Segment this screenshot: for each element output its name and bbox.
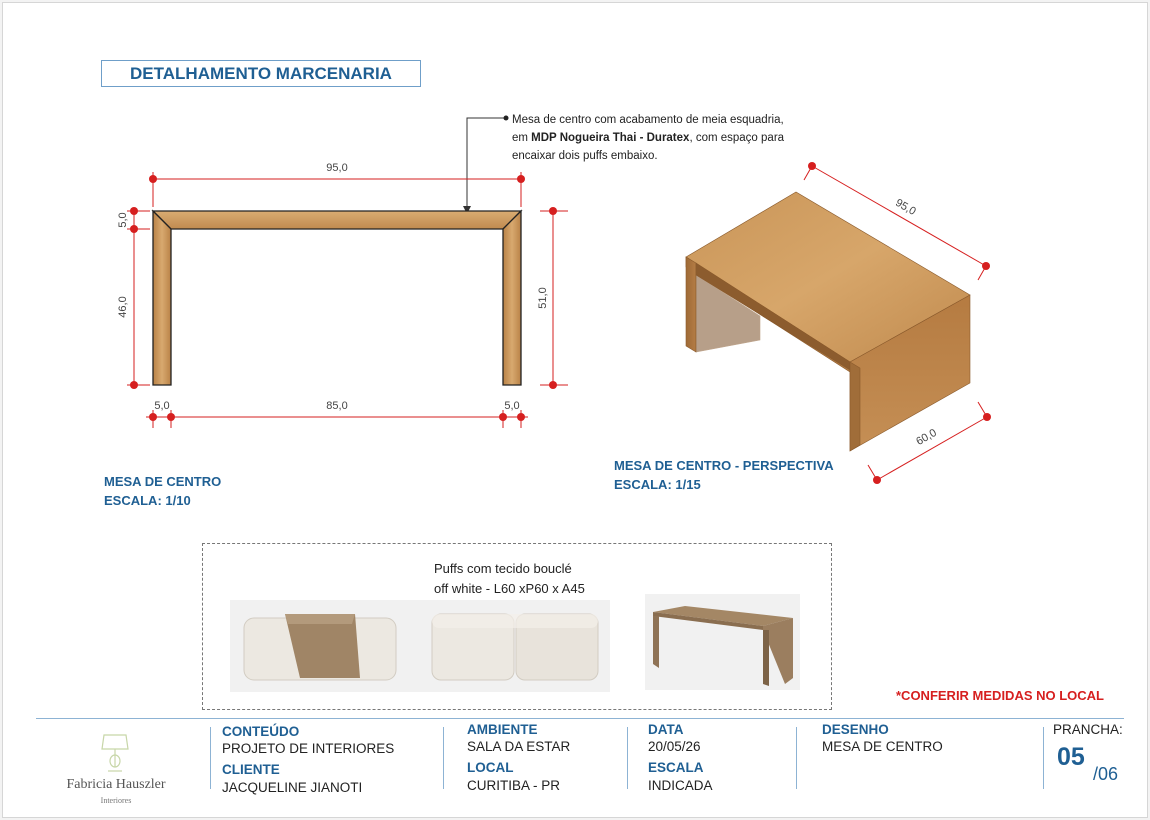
escala-value: INDICADA	[648, 778, 713, 793]
logo-name: Fabricia Hauszler	[66, 777, 166, 792]
ambiente-value: SALA DA ESTAR	[467, 739, 571, 754]
conteudo-label: CONTEÚDO	[222, 724, 300, 739]
dim-length-label: 95,0	[893, 196, 918, 218]
sheet-title: DETALHAMENTO MARCENARIA	[101, 60, 421, 87]
desenho-value: MESA DE CENTRO	[822, 739, 943, 754]
note-line-1: Mesa de centro com acabamento de meia esquadria,	[512, 114, 784, 126]
footer-separator-3	[627, 727, 628, 789]
dim-inner-label: 85,0	[326, 400, 348, 412]
lamp-logo-icon	[98, 733, 132, 773]
footer-separator-1	[210, 727, 211, 789]
dim-total-height-label: 51,0	[537, 287, 549, 309]
puffs-caption: Puffs com tecido bouclé off white - L60 xP60 x A45	[434, 561, 585, 596]
cliente-label: CLIENTE	[222, 762, 280, 777]
local-label: LOCAL	[467, 760, 514, 775]
footer-divider	[36, 718, 1124, 719]
data-value: 20/05/26	[648, 739, 701, 754]
data-label: DATA	[648, 722, 684, 737]
footer-separator-5	[1043, 727, 1044, 789]
cliente-value: JACQUELINE JIANOTI	[222, 780, 363, 795]
prancha-total: /06	[1093, 764, 1119, 784]
dim-leg-height-label: 46,0	[117, 296, 129, 318]
dim-depth-label: 60,0	[914, 426, 939, 448]
table-photo	[645, 594, 800, 690]
perspective-caption: MESA DE CENTRO - PERSPECTIVA ESCALA: 1/15	[614, 458, 834, 492]
dim-width-label: 95,0	[326, 162, 348, 174]
verify-measures-warning: *CONFERIR MEDIDAS NO LOCAL	[896, 688, 1104, 703]
dim-left-leg-label: 5,0	[154, 400, 170, 412]
table-elevation	[153, 211, 521, 385]
note-line-3: encaixar dois puffs embaixo.	[512, 150, 658, 162]
dim-right-leg-label: 5,0	[504, 400, 520, 412]
table-perspective	[686, 192, 970, 451]
dim-top-thickness-label: 5,0	[117, 212, 129, 228]
local-value: CURITIBA - PR	[467, 778, 561, 793]
elevation-caption: MESA DE CENTRO ESCALA: 1/10	[104, 474, 222, 508]
perspective-drawing	[600, 140, 1020, 500]
desenho-label: DESENHO	[822, 722, 889, 737]
logo-subtitle: Interiores	[100, 796, 132, 805]
footer-separator-2	[443, 727, 444, 789]
escala-label: ESCALA	[648, 760, 704, 775]
note-leader	[467, 118, 505, 210]
material-name: MDP Nogueira Thai - Duratex	[531, 132, 690, 144]
puffs-with-tray	[244, 614, 396, 680]
prancha-number: 05	[1057, 743, 1085, 771]
elevation-drawing	[0, 0, 600, 440]
conteudo-value: PROJETO DE INTERIORES	[222, 741, 395, 756]
footer-separator-4	[796, 727, 797, 789]
prancha-label: PRANCHA:	[1053, 722, 1123, 737]
note-line-2: em MDP Nogueira Thai - Duratex, com espaço para	[512, 132, 785, 144]
puffs-illustration	[230, 600, 610, 692]
ambiente-label: AMBIENTE	[467, 722, 538, 737]
